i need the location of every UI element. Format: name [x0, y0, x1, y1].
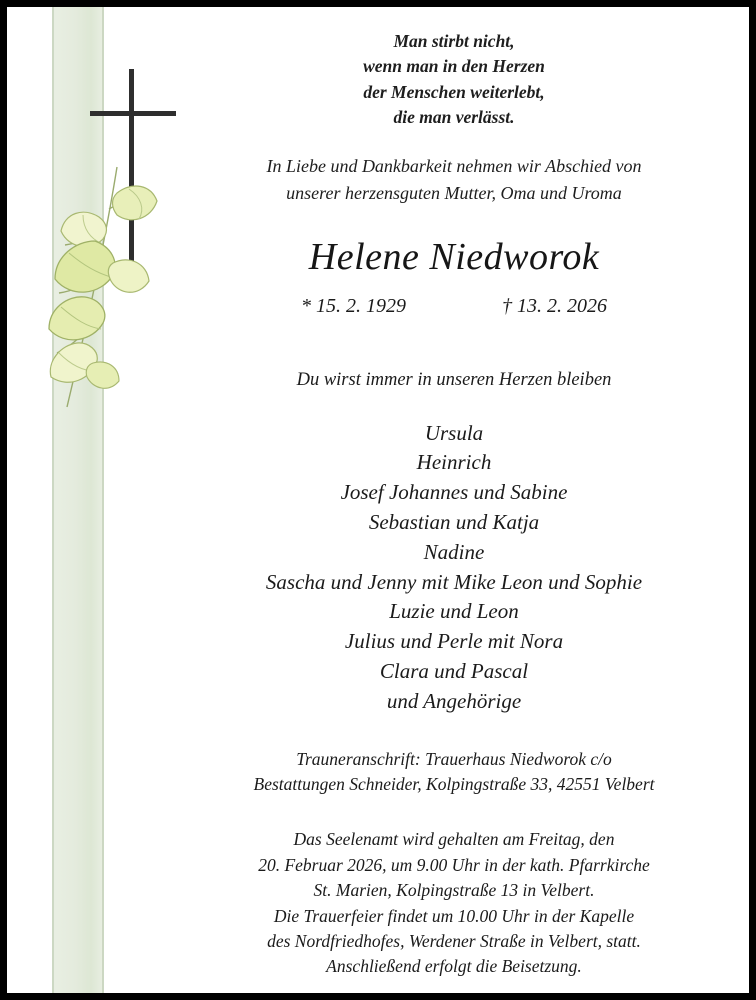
address-line: Trauneranschrift: Trauerhaus Niedworok c/o [296, 748, 612, 769]
service-line: Das Seelenamt wird gehalten am Freitag, den [293, 829, 615, 850]
verse-block [177, 29, 731, 131]
list-item: Heinrich [416, 450, 492, 475]
intro-block [177, 153, 731, 207]
list-item: Josef Johannes und Sabine [340, 480, 568, 505]
cross-horizontal-bar [90, 111, 176, 116]
deceased-name: Helene Niedworok [308, 235, 600, 278]
list-item: Luzie und Leon [389, 599, 519, 624]
intro-line: unserer herzensguten Mutter, Oma und Uroma [286, 182, 622, 203]
memorial-line: Du wirst immer in unseren Herzen bleiben [296, 369, 612, 390]
mourning-address [177, 747, 731, 798]
intro-line: In Liebe und Dankbarkeit nehmen wir Abschied von [266, 155, 642, 176]
obituary-text [177, 29, 731, 980]
service-details [177, 827, 731, 979]
service-line: St. Marien, Kolpingstraße 13 in Velbert. [313, 880, 595, 901]
address-line: Bestattungen Schneider, Kolpingstraße 33, 42551 Velbert [253, 774, 655, 794]
service-line: 20. Februar 2026, um 9.00 Uhr in der kath. Pfarrkirche [258, 854, 650, 875]
list-item: Nadine [423, 539, 485, 564]
list-item: Sebastian und Katja [368, 509, 540, 534]
verse-line: Man stirbt nicht, [393, 31, 515, 51]
verse-line: der Menschen weiterlebt, [363, 81, 545, 102]
death-date: † 13. 2. 2026 [502, 294, 607, 317]
service-line: Die Trauerfeier findet um 10.00 Uhr in der Kapelle [273, 905, 635, 926]
list-item: Ursula [424, 420, 484, 445]
list-item: Sascha und Jenny mit Mike Leon und Sophie [265, 569, 643, 594]
service-line: des Nordfriedhofes, Werdener Straße in Velbert, statt. [267, 930, 641, 951]
band-left-edge [52, 7, 54, 993]
ivy-leaves-icon [21, 157, 171, 417]
mourners-list [177, 419, 731, 717]
list-item: Clara und Pascal [379, 659, 529, 683]
verse-line: die man verlässt. [393, 107, 515, 128]
list-item: und Angehörige [386, 688, 522, 713]
service-line: Anschließend erfolgt die Beisetzung. [326, 956, 582, 977]
birth-date: * 15. 2. 1929 [301, 294, 406, 317]
list-item: Julius und Perle mit Nora [344, 629, 564, 654]
verse-line: wenn man in den Herzen [363, 56, 545, 77]
life-dates [177, 295, 731, 318]
